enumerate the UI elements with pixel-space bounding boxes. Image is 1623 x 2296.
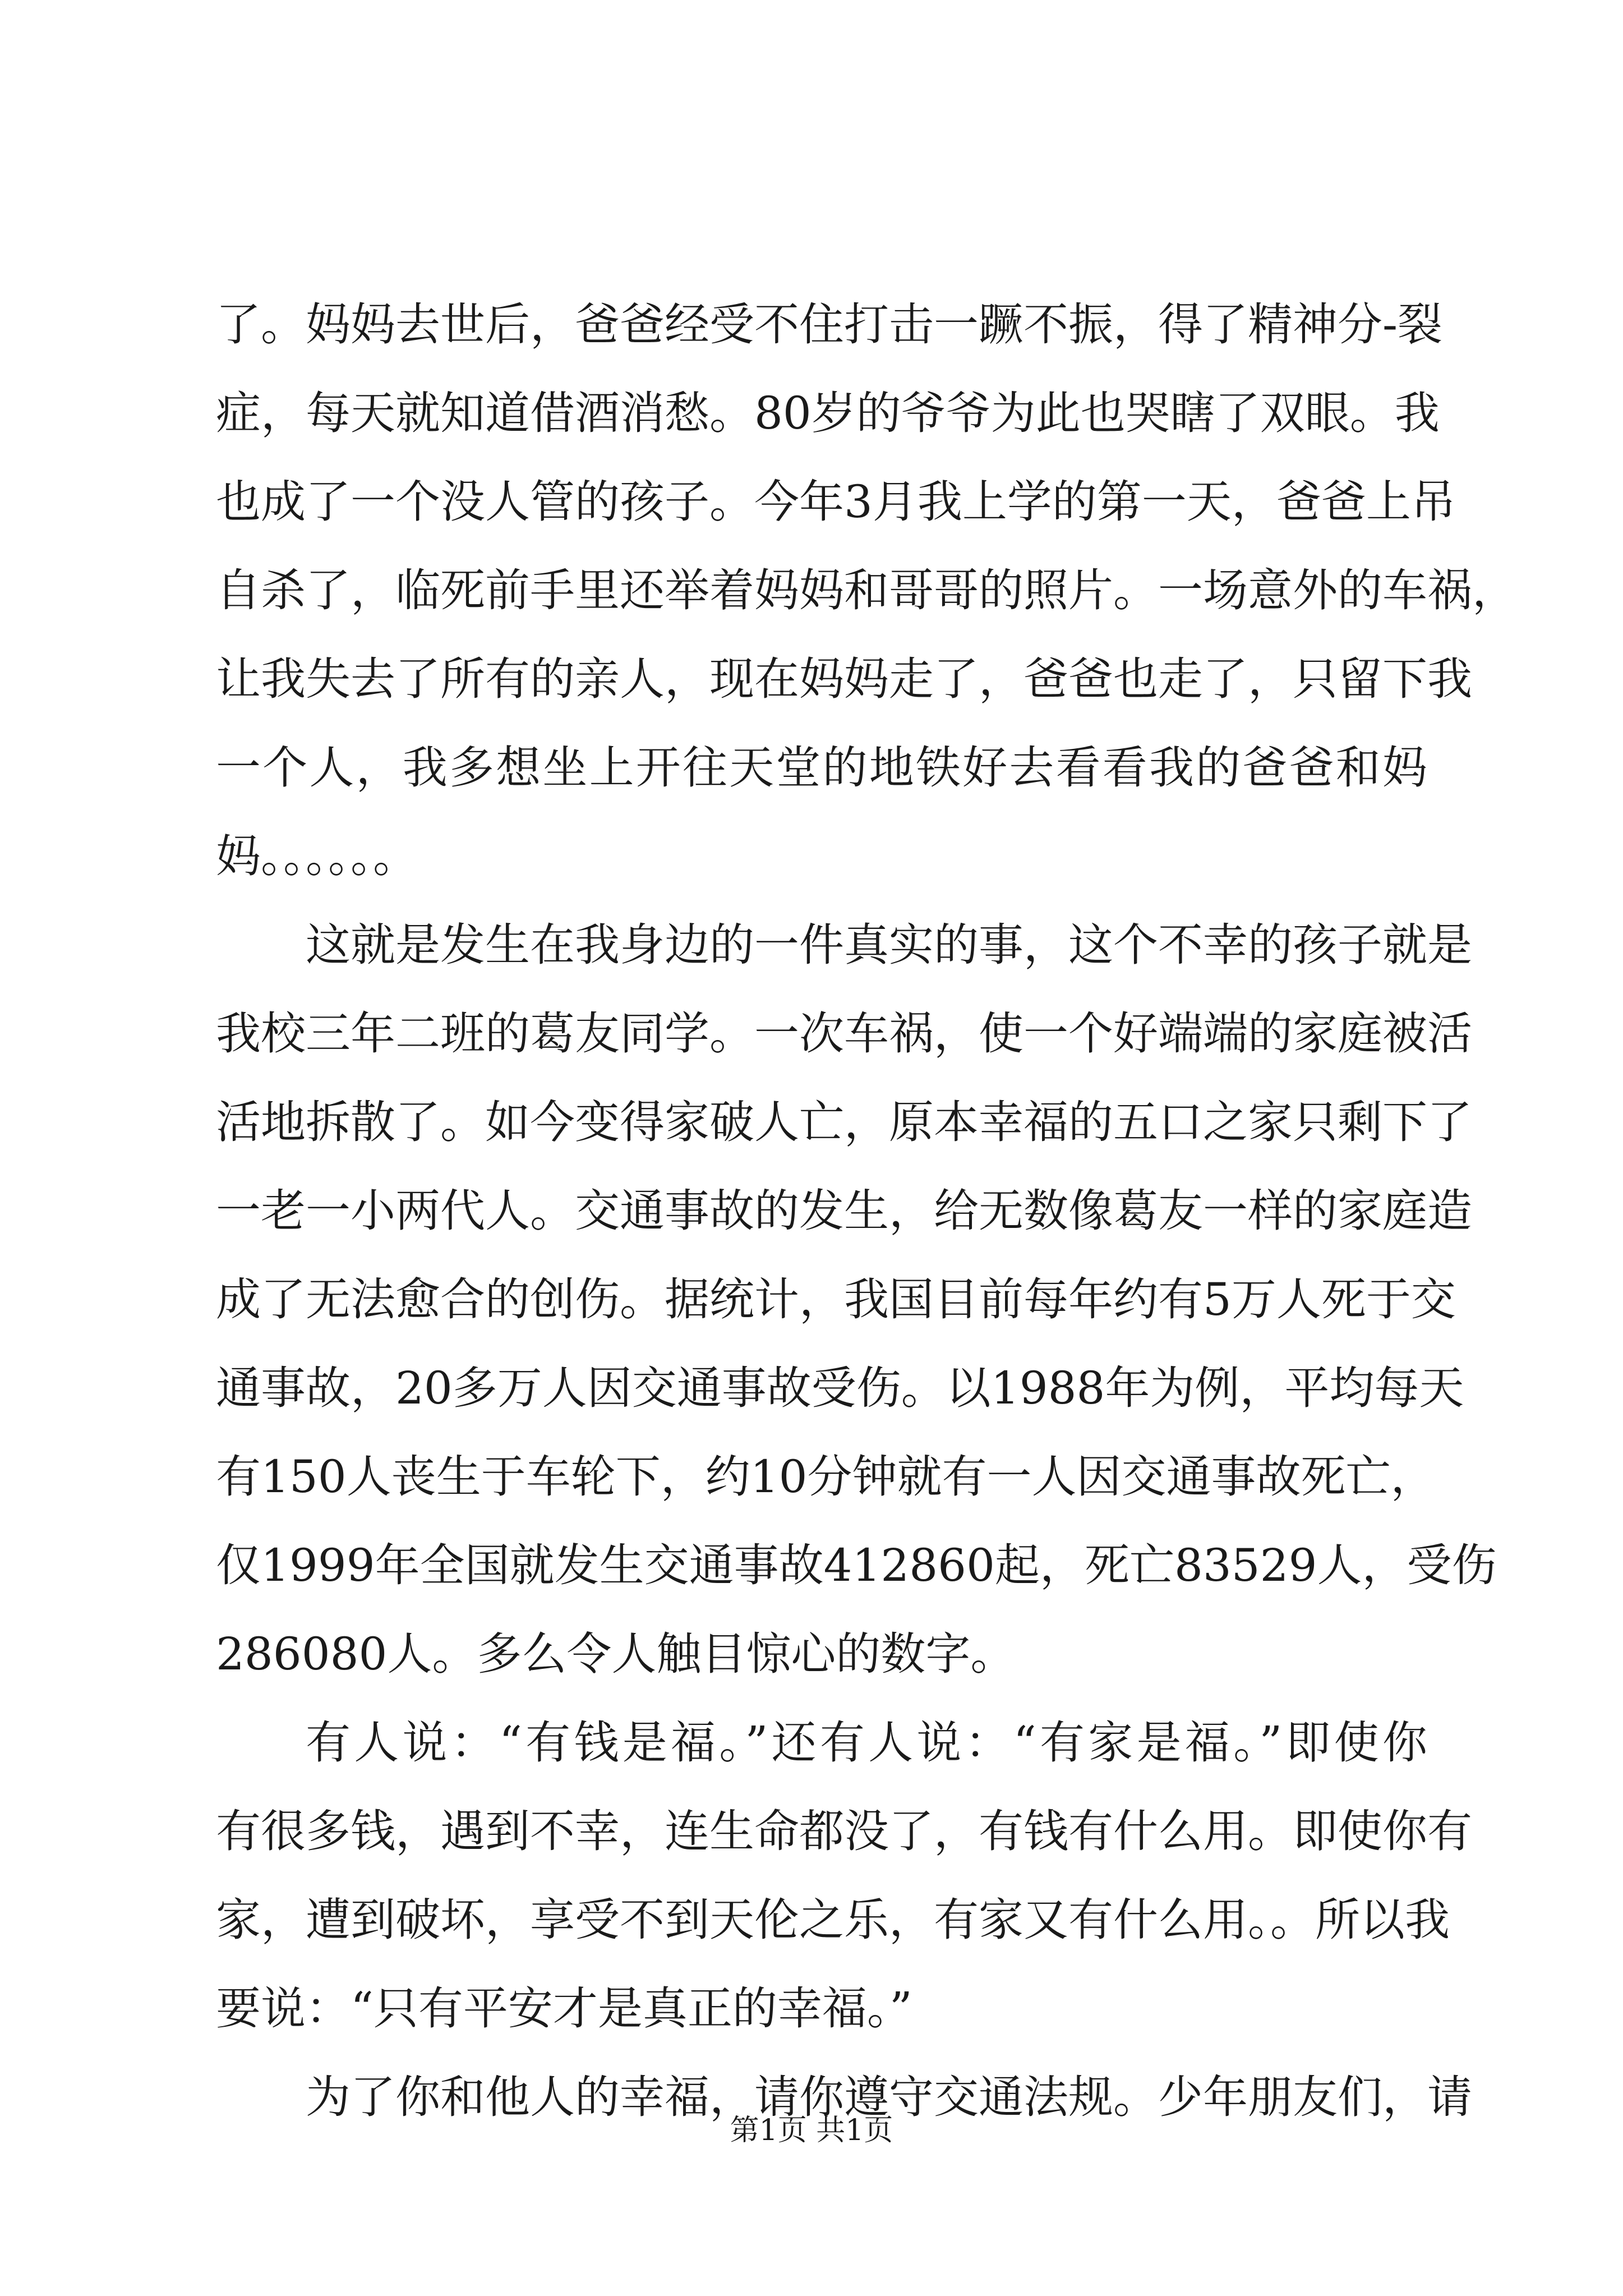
text-line: 了。妈妈去世后，爸爸经受不住打击一蹶不振，得了精神分-裂: [216, 298, 1443, 351]
text-line: 一老一小两代人。交通事故的发生，给无数像葛友一样的家庭造: [216, 1185, 1472, 1237]
text-line: 成了无法愈合的创伤。据统计，我国目前每年约有5万人死于交: [216, 1273, 1456, 1326]
text-line: 家，遭到破坏，享受不到天伦之乐，有家又有什么用。。所以我: [216, 1894, 1450, 1946]
text-line: 仅1999年全国就发生交通事故412860起，死亡83529人，受伤: [216, 1539, 1497, 1591]
text-line: 要说：“只有平安才是真正的幸福。”: [216, 1982, 912, 2035]
text-line: 妈。。。。。。: [216, 830, 418, 882]
text-line: 也成了一个没人管的孩子。今年3月我上学的第一天，爸爸上吊: [216, 476, 1456, 528]
text-line: 这就是发生在我身边的一件真实的事，这个不幸的孩子就是: [306, 919, 1472, 971]
text-line: 有人说：“有钱是福。”还有人说：“有家是福。”即使你: [306, 1717, 1427, 1769]
text-line: 症，每天就知道借酒消愁。80岁的爷爷为此也哭瞎了双眼。我: [216, 387, 1440, 439]
text-line: 有150人丧生于车轮下，约10分钟就有一人因交通事故死亡，: [216, 1451, 1436, 1503]
text-line: 让我失去了所有的亲人，现在妈妈走了，爸爸也走了，只留下我: [216, 653, 1472, 705]
text-line: 通事故，20多万人因交通事故受伤。以1988年为例，平均每天: [216, 1362, 1464, 1414]
text-line: 自杀了，临死前手里还举着妈妈和哥哥的照片。一场意外的车祸，: [216, 564, 1517, 616]
text-line: 有很多钱，遇到不幸，连生命都没了，有钱有什么用。即使你有: [216, 1805, 1472, 1857]
text-line: 一个人，我多想坐上开往天堂的地铁好去看看我的爸爸和妈: [216, 742, 1427, 794]
text-line: 为了你和他人的幸福，请你遵守交通法规。少年朋友们，请: [306, 2071, 1472, 2123]
text-line: 我校三年二班的葛友同学。一次车祸，使一个好端端的家庭被活: [216, 1007, 1472, 1060]
page-footer: 第1页 共1页: [730, 2114, 893, 2147]
body-text: [216, 280, 1517, 2142]
text-line: 活地拆散了。如今变得家破人亡，原本幸福的五口之家只剩下了: [216, 1096, 1472, 1148]
text-line: 286080人。多么令人触目惊心的数字。: [216, 1628, 1016, 1680]
